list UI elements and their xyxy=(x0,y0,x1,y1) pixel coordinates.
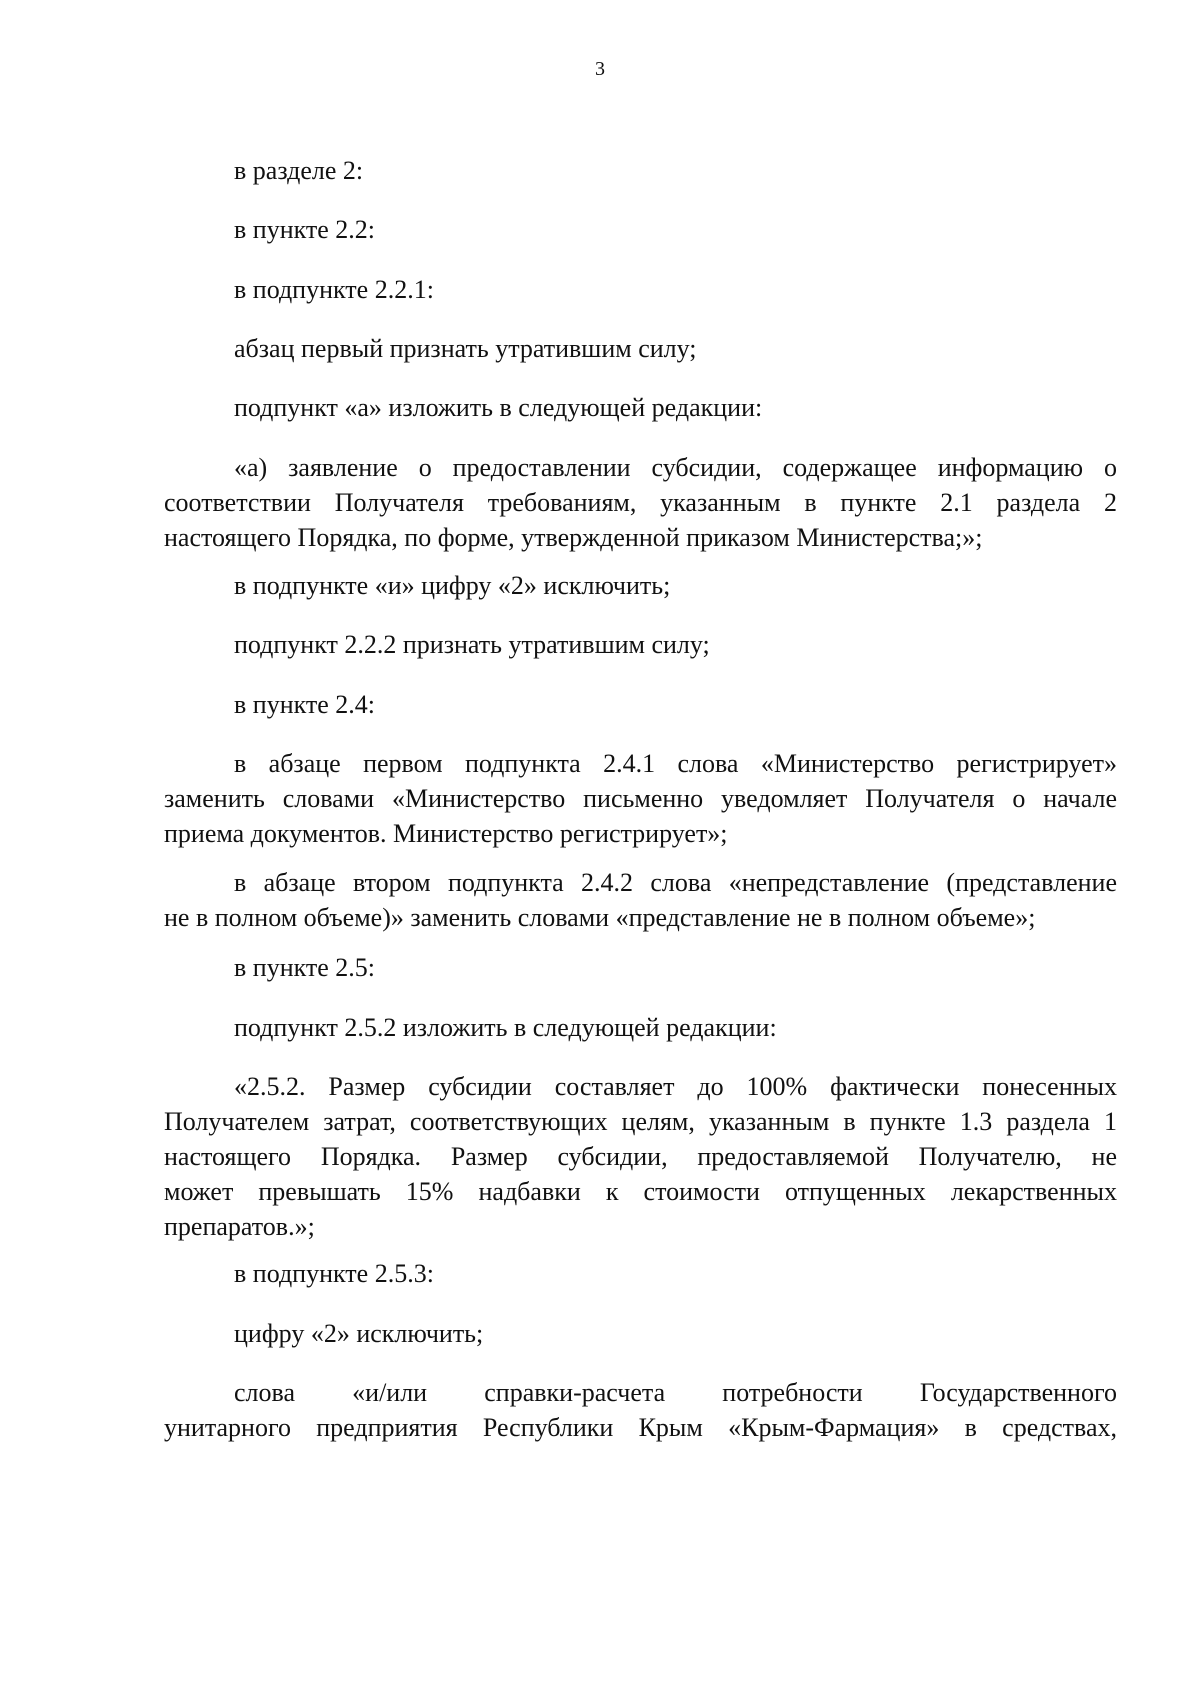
paragraph-subpoint-2-4-1 xyxy=(164,746,1117,851)
paragraph-digit-2-exclude: цифру «2» исключить; xyxy=(234,1319,484,1348)
paragraph-subpoint-2-5-2-text xyxy=(164,1069,1117,1244)
paragraph-subpoint-a-edit: подпункт «а» изложить в следующей редакции: xyxy=(234,393,763,422)
paragraph-line: может превышать 15% надбавки к стоимости отпущенных лекарственных xyxy=(164,1177,1117,1206)
paragraph-subpoint-2-2-1: в подпункте 2.2.1: xyxy=(234,275,434,304)
paragraph-line: слова «и/или справки-расчета потребности Государственного xyxy=(234,1378,1117,1407)
page-number: 3 xyxy=(595,58,605,80)
paragraph-line: в абзаце втором подпункта 2.4.2 слова «непредставление (представление xyxy=(234,868,1117,897)
paragraph-subpoint-i: в подпункте «и» цифру «2» исключить; xyxy=(234,571,671,600)
paragraph-line: Получателем затрат, соответствующих целям, указанным в пункте 1.3 раздела 1 xyxy=(164,1107,1117,1136)
paragraph-line: настоящего Порядка, по форме, утвержденной приказом Министерства;»; xyxy=(164,523,983,552)
paragraph-line: приема документов. Министерство регистрирует»; xyxy=(164,819,728,848)
paragraph-first-abzac-void: абзац первый признать утратившим силу; xyxy=(234,334,697,363)
paragraph-words-exclude xyxy=(164,1375,1117,1445)
paragraph-point-2-5: в пункте 2.5: xyxy=(234,953,376,982)
paragraph-subpoint-2-5-3: в подпункте 2.5.3: xyxy=(234,1259,434,1288)
paragraph-line: «2.5.2. Размер субсидии составляет до 100% фактически понесенных xyxy=(234,1072,1117,1101)
paragraph-line: в абзаце первом подпункта 2.4.1 слова «Министерство регистрирует» xyxy=(234,749,1117,778)
paragraph-line: унитарного предприятия Республики Крым «Крым-Фармация» в средствах, xyxy=(164,1413,1117,1442)
paragraph-subpoint-2-2-2: подпункт 2.2.2 признать утратившим силу; xyxy=(234,630,710,659)
paragraph-line: соответствии Получателя требованиям, указанным в пункте 2.1 раздела 2 xyxy=(164,488,1117,517)
paragraph-point-2-4: в пункте 2.4: xyxy=(234,690,376,719)
paragraph-line: настоящего Порядка. Размер субсидии, предоставляемой Получателю, не xyxy=(164,1142,1117,1171)
paragraph-line: «а) заявление о предоставлении субсидии, содержащее информацию о xyxy=(234,453,1117,482)
paragraph-line: не в полном объеме)» заменить словами «представление не в полном объеме»; xyxy=(164,903,1036,932)
paragraph-line: препаратов.»; xyxy=(164,1212,315,1241)
paragraph-subpoint-2-5-2-edit: подпункт 2.5.2 изложить в следующей редакции: xyxy=(234,1013,777,1042)
paragraph-subpoint-a-text xyxy=(164,450,1117,555)
paragraph-line: заменить словами «Министерство письменно уведомляет Получателя о начале xyxy=(164,784,1117,813)
paragraph-section-2: в разделе 2: xyxy=(234,156,364,185)
paragraph-point-2-2: в пункте 2.2: xyxy=(234,215,376,244)
paragraph-subpoint-2-4-2 xyxy=(164,865,1117,935)
